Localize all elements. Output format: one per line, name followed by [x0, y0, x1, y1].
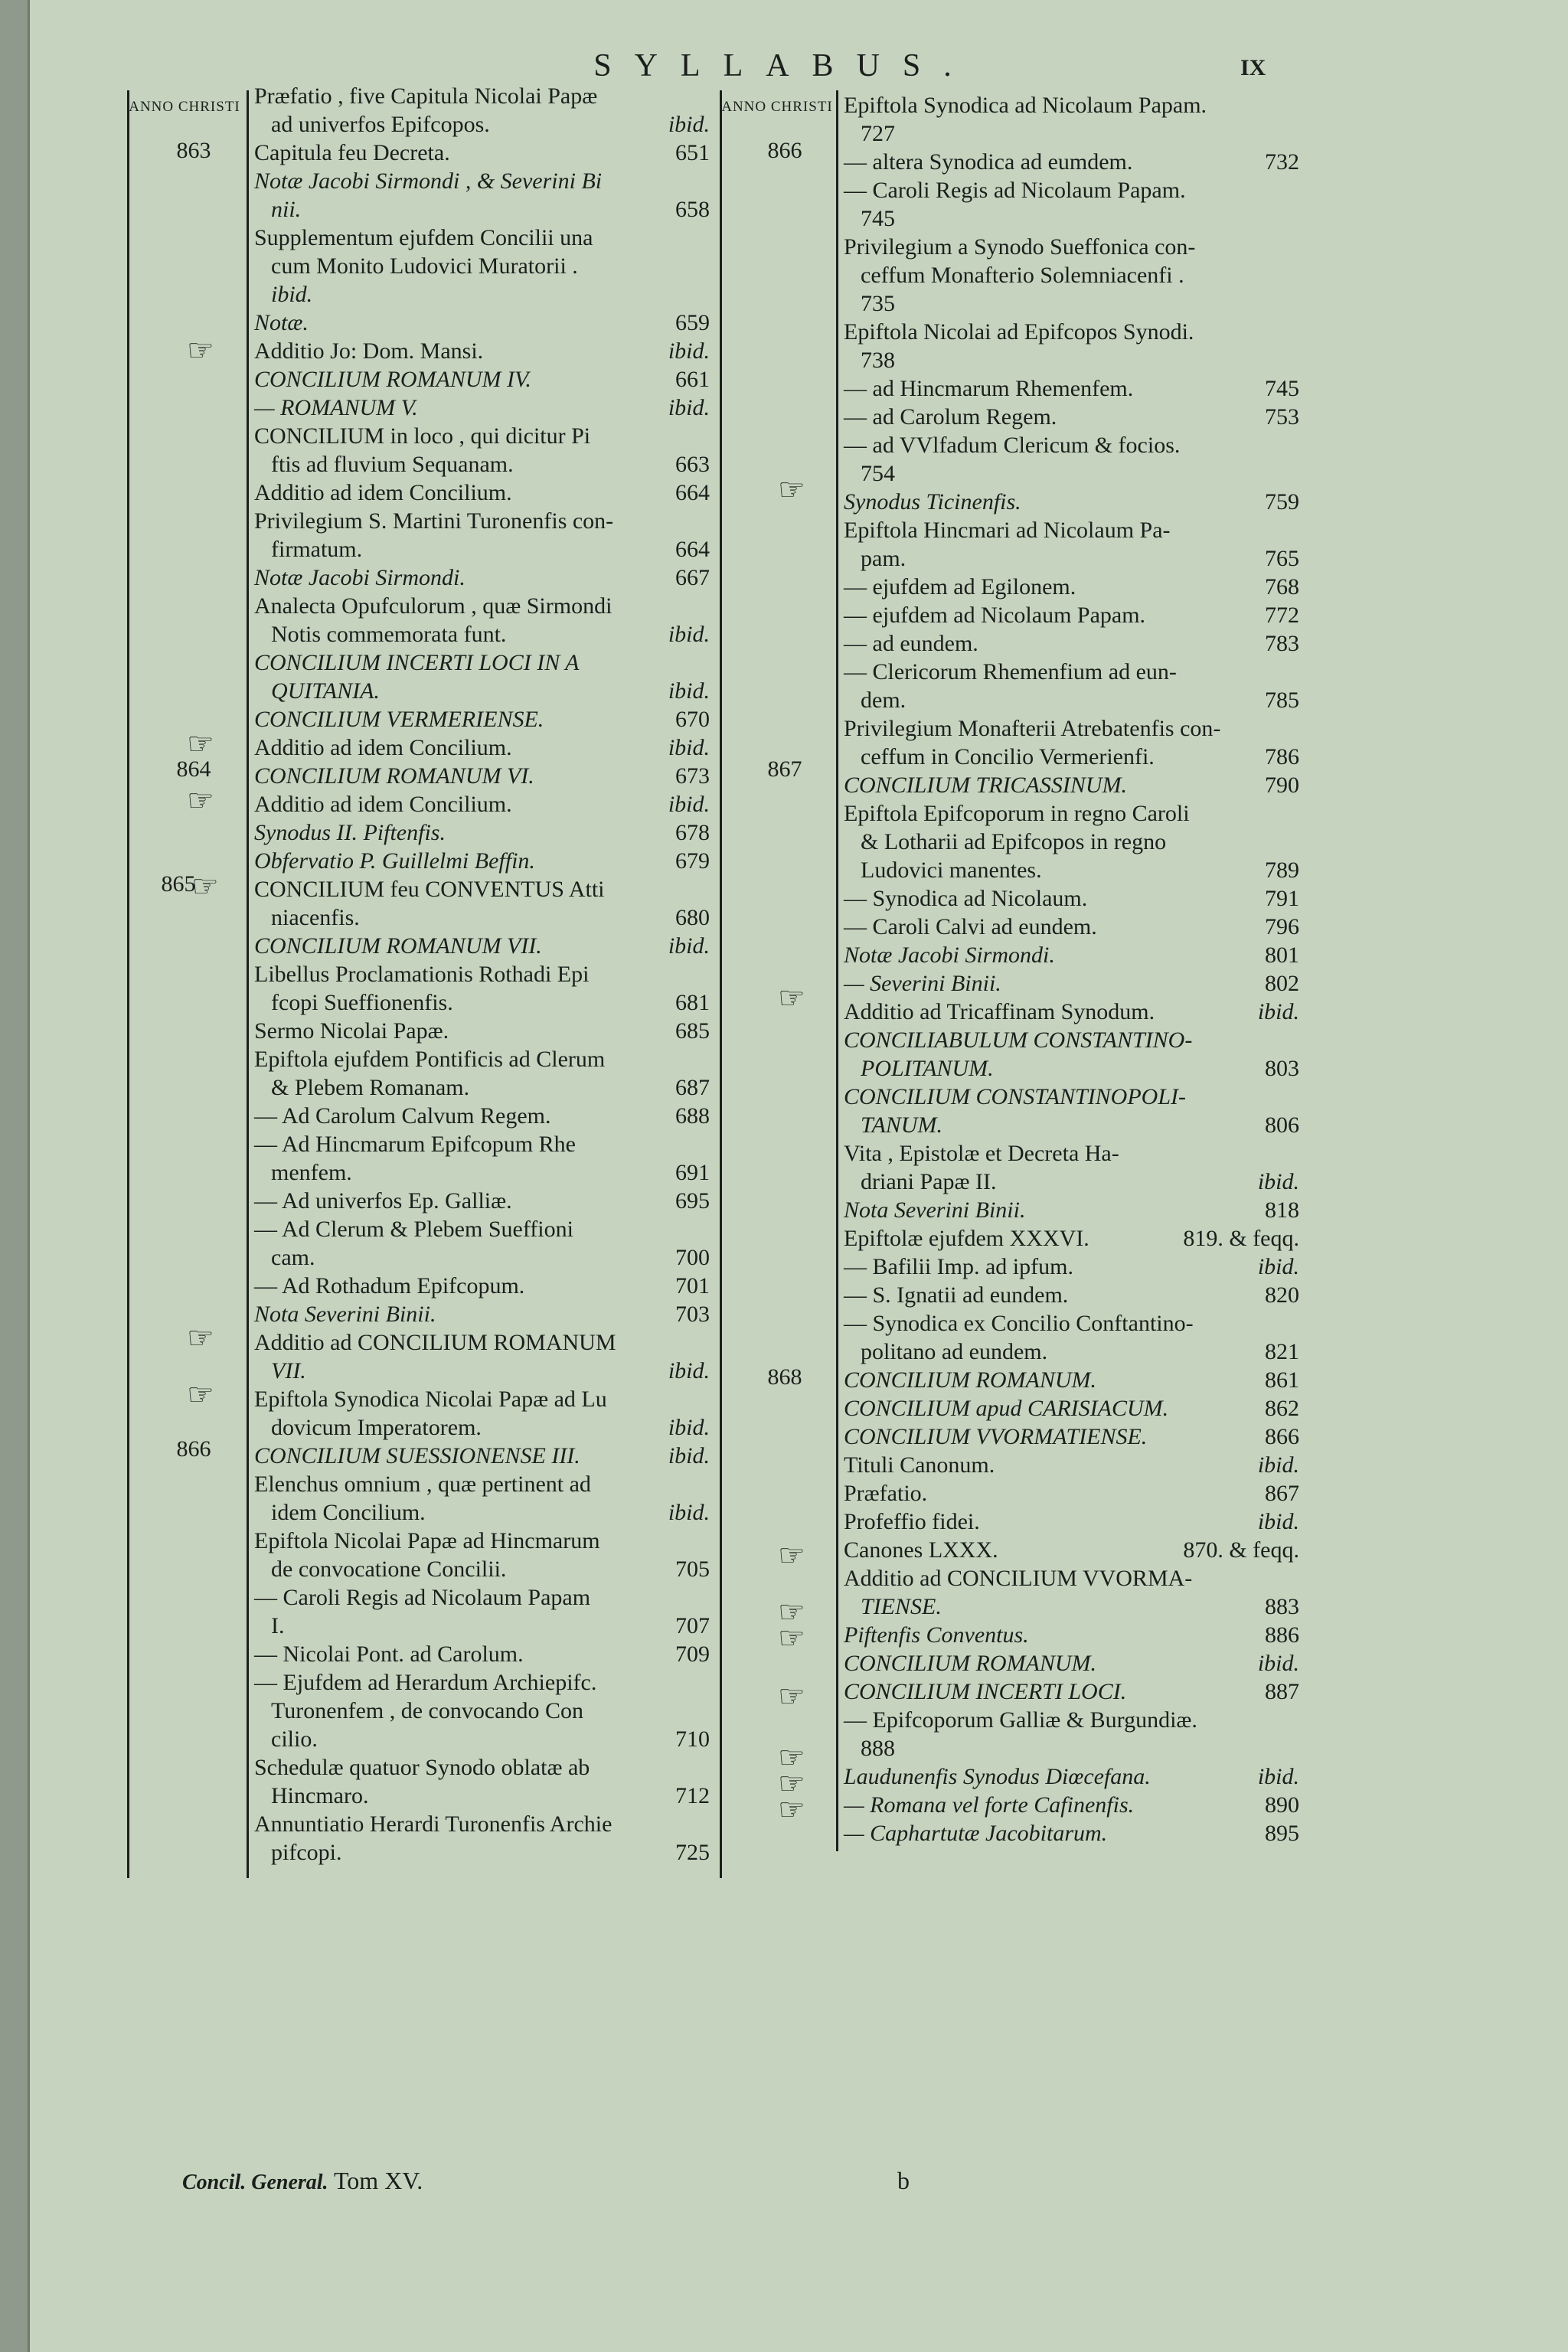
anno-year: 865	[161, 871, 196, 897]
pointing-hand-icon: ☞	[187, 727, 214, 761]
index-entry: Analecta Opufculorum , quæ Sirmondi Notis commemorata funt. ibid.	[254, 593, 710, 647]
pointing-hand-icon: ☞	[778, 1679, 805, 1713]
index-entry: Additio ad idem Concilium. ibid.	[254, 792, 710, 817]
index-entry: — Ejufdem ad Herardum Archiepifc. Turonenfem , de convocando Con cilio. 710	[254, 1670, 710, 1752]
index-entry: Notæ Jacobi Sirmondi , & Severini Bi nii. 658	[254, 168, 710, 222]
index-entry: — Ad Hincmarum Epifcopum Rhe menfem. 691	[254, 1132, 710, 1185]
index-entry: Epiftola ejufdem Pontificis ad Clerum & Plebem Romanam. 687	[254, 1047, 710, 1100]
index-entry: Capitula feu Decreta. 651	[254, 140, 710, 165]
index-entry: Additio ad idem Concilium. 664	[254, 480, 710, 505]
index-entry: Notæ. 659	[254, 310, 710, 335]
index-entry: Epiftola Nicolai ad Epifcopos Synodi. 738	[844, 319, 1194, 373]
index-entry: — Romana vel forte Cafinenfis. 890	[844, 1792, 1299, 1818]
index-entry: — Caroli Regis ad Nicolaum Papam. 745	[844, 178, 1186, 231]
page-title: SYLLABUS.	[593, 48, 975, 83]
anno-year: 866	[176, 1436, 211, 1462]
index-entry: CONCILIUM ROMANUM VI. 673	[254, 763, 710, 789]
index-entry: CONCILIUM ROMANUM IV. 661	[254, 367, 710, 392]
index-entry: Epiftola Epifcoporum in regno Caroli & Lotharii ad Epifcopos in regno Ludovici manentes. 789	[844, 801, 1299, 883]
pointing-hand-icon: ☞	[778, 1792, 805, 1827]
anno-year: 868	[767, 1364, 802, 1390]
index-entry: CONCILIUM in loco , qui dicitur Pi ftis ad fluvium Sequanam. 663	[254, 423, 710, 477]
index-entry: Epiftola Nicolai Papæ ad Hincmarum de convocatione Concilii. 705	[254, 1528, 710, 1582]
index-entry: — Nicolai Pont. ad Carolum. 709	[254, 1642, 710, 1667]
index-entry: Synodus II. Piftenfis. 678	[254, 820, 710, 845]
anno-year: 863	[176, 138, 211, 163]
index-entry: — Ad Carolum Calvum Regem. 688	[254, 1103, 710, 1129]
index-entry: — Caroli Regis ad Nicolaum Papam I. 707	[254, 1585, 710, 1638]
index-entry: — ejufdem ad Nicolaum Papam. 772	[844, 603, 1299, 628]
index-entry: Vita , Epistolæ et Decreta Ha- driani Papæ II. ibid.	[844, 1141, 1299, 1194]
index-entry: — altera Synodica ad eumdem. 732	[844, 149, 1299, 175]
pointing-hand-icon: ☞	[187, 1321, 214, 1355]
index-entry: Additio Jo: Dom. Mansi. ibid.	[254, 338, 710, 364]
index-entry: — Caphartutæ Jacobitarum. 895	[844, 1821, 1299, 1846]
anno-year: 867	[767, 756, 802, 782]
page-edge	[0, 0, 28, 2352]
index-entry: Nota Severini Binii. 703	[254, 1302, 710, 1327]
pointing-hand-icon: ☞	[778, 981, 805, 1015]
col2-left-rule	[836, 90, 838, 1851]
index-entry: Additio ad CONCILIUM VVORMA- TIENSE. 883	[844, 1566, 1299, 1619]
index-entry: Additio ad idem Concilium. ibid.	[254, 735, 710, 760]
index-entry: Præfatio , five Capitula Nicolai Papæ ad univerfos Epifcopos. ibid.	[254, 83, 710, 137]
index-entry: Profeffio fidei. ibid.	[844, 1509, 1299, 1534]
col1-right-rule	[247, 90, 249, 1878]
pointing-hand-icon: ☞	[778, 1595, 805, 1629]
index-entry: — Ad univerfos Ep. Galliæ. 695	[254, 1188, 710, 1214]
index-entry: — Bafilii Imp. ad ipfum. ibid.	[844, 1254, 1299, 1279]
anno-year: 864	[176, 756, 211, 782]
index-entry: Epiftola Synodica ad Nicolaum Papam. 727	[844, 93, 1207, 146]
anno-label: ANNO CHRISTI	[129, 99, 240, 115]
index-entry: Notæ Jacobi Sirmondi. 801	[844, 942, 1299, 968]
index-entry: — ROMANUM V. ibid.	[254, 395, 710, 420]
index-entry: — Ad Rothadum Epifcopum. 701	[254, 1273, 710, 1298]
index-entry: CONCILIUM CONSTANTINOPOLI- TANUM. 806	[844, 1084, 1299, 1138]
index-entry: Elenchus omnium , quæ pertinent ad idem Concilium. ibid.	[254, 1472, 710, 1525]
index-entry: CONCILIUM SUESSIONENSE III. ibid.	[254, 1443, 710, 1468]
index-entry: Privilegium a Synodo Sueffonica con- ceffum Monafterio Solemniacenfi . 735	[844, 234, 1196, 316]
index-entry: CONCILIUM ROMANUM. 861	[844, 1367, 1299, 1393]
footer-title: Concil. General. Tom XV.	[182, 2167, 423, 2194]
index-entry: Annuntiatio Herardi Turonenfis Archie pifcopi. 725	[254, 1811, 710, 1865]
index-entry: Additio ad Tricaffinam Synodum. ibid.	[844, 999, 1299, 1024]
index-entry: — ad Hincmarum Rhemenfem. 745	[844, 376, 1299, 401]
index-entry: Tituli Canonum. ibid.	[844, 1452, 1299, 1478]
anno-label: ANNO CHRISTI	[721, 99, 833, 115]
index-entry: Laudunenfis Synodus Diœcefana. ibid.	[844, 1764, 1299, 1789]
index-entry: Supplementum ejufdem Concilii una cum Monito Ludovici Muratorii . ibid.	[254, 225, 593, 307]
pointing-hand-icon: ☞	[778, 1740, 805, 1775]
index-entry: Præfatio. 867	[844, 1481, 1299, 1506]
index-entry: — ad VVlfadum Clericum & focios. 754	[844, 433, 1181, 486]
index-entry: — Severini Binii. 802	[844, 971, 1299, 996]
index-entry: Nota Severini Binii. 818	[844, 1197, 1299, 1223]
pointing-hand-icon: ☞	[187, 333, 214, 368]
index-entry: Epiftolæ ejufdem XXXVI. 819. & feqq.	[844, 1226, 1299, 1251]
index-entry: CONCILIUM apud CARISIACUM. 862	[844, 1396, 1299, 1421]
index-entry: — Synodica ad Nicolaum. 791	[844, 886, 1299, 911]
col-divider-rule	[720, 90, 722, 1878]
page-number: IX	[1240, 55, 1266, 80]
pointing-hand-icon: ☞	[778, 472, 805, 507]
index-entry: Schedulæ quatuor Synodo oblatæ ab Hincmaro. 712	[254, 1755, 710, 1808]
index-entry: Notæ Jacobi Sirmondi. 667	[254, 565, 710, 590]
page-edge-line	[28, 0, 30, 2352]
index-entry: CONCILIABULUM CONSTANTINO- POLITANUM. 803	[844, 1027, 1299, 1081]
index-entry: CONCILIUM VERMERIENSE. 670	[254, 707, 710, 732]
index-entry: Additio ad CONCILIUM ROMANUM VII. ibid.	[254, 1330, 710, 1383]
pointing-hand-icon: ☞	[191, 869, 219, 903]
index-entry: Privilegium Monafterii Atrebatenfis con- ceffum in Concilio Vermerienfi. 786	[844, 716, 1299, 769]
pointing-hand-icon: ☞	[187, 783, 214, 818]
index-entry: — ad Carolum Regem. 753	[844, 404, 1299, 430]
index-entry: CONCILIUM ROMANUM. ibid.	[844, 1651, 1299, 1676]
anno-year: 866	[767, 138, 802, 163]
index-entry: Sermo Nicolai Papæ. 685	[254, 1018, 710, 1044]
index-entry: CONCILIUM ROMANUM VII. ibid.	[254, 933, 710, 959]
index-entry: — S. Ignatii ad eundem. 820	[844, 1282, 1299, 1308]
index-entry: CONCILIUM INCERTI LOCI IN A QUITANIA. ibid.	[254, 650, 710, 704]
index-entry: — Ad Clerum & Plebem Sueffioni cam. 700	[254, 1217, 710, 1270]
index-entry: Synodus Ticinenfis. 759	[844, 489, 1299, 514]
index-entry: — Caroli Calvi ad eundem. 796	[844, 914, 1299, 939]
index-entry: — Epifcoporum Galliæ & Burgundiæ. 888	[844, 1707, 1197, 1761]
index-entry: Privilegium S. Martini Turonenfis con- firmatum. 664	[254, 508, 710, 562]
index-entry: CONCILIUM VVORMATIENSE. 866	[844, 1424, 1299, 1449]
index-entry: Piftenfis Conventus. 886	[844, 1622, 1299, 1648]
pointing-hand-icon: ☞	[778, 1538, 805, 1573]
index-entry: CONCILIUM TRICASSINUM. 790	[844, 773, 1299, 798]
index-entry: CONCILIUM INCERTI LOCI. 887	[844, 1679, 1299, 1704]
pointing-hand-icon: ☞	[187, 1377, 214, 1412]
index-entry: Canones LXXX. 870. & feqq.	[844, 1537, 1299, 1563]
index-entry: Epiftola Synodica Nicolai Papæ ad Lu dovicum Imperatorem. ibid.	[254, 1387, 710, 1440]
pointing-hand-icon: ☞	[778, 1621, 805, 1655]
col1-left-rule	[127, 90, 129, 1878]
index-entry: Obfervatio P. Guillelmi Beffin. 679	[254, 848, 710, 874]
signature-mark: b	[897, 2167, 910, 2194]
index-entry: — ejufdem ad Egilonem. 768	[844, 574, 1299, 599]
index-entry: Epiftola Hincmari ad Nicolaum Pa- pam. 765	[844, 518, 1299, 571]
index-entry: — Clericorum Rhemenfium ad eun- dem. 785	[844, 659, 1299, 713]
index-entry: CONCILIUM feu CONVENTUS Atti niacenfis. 680	[254, 877, 710, 930]
index-entry: — ad eundem. 783	[844, 631, 1299, 656]
pointing-hand-icon: ☞	[778, 1766, 805, 1801]
index-entry: — Synodica ex Concilio Conftantino- politano ad eundem. 821	[844, 1311, 1299, 1364]
index-entry: Libellus Proclamationis Rothadi Epi fcopi Sueffionenfis. 681	[254, 962, 710, 1015]
